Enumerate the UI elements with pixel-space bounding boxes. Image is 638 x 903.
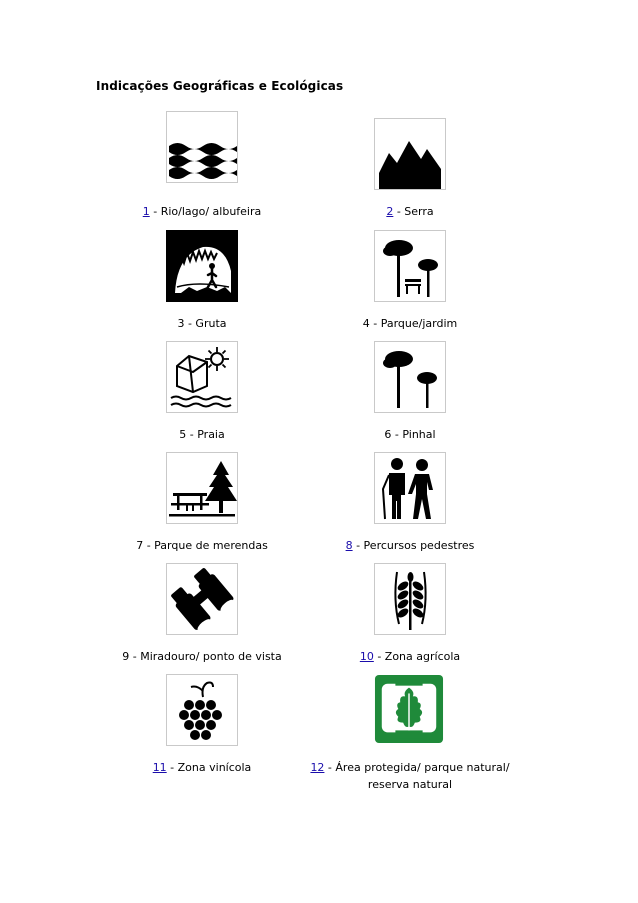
beach-tent-sun-icon [166,341,238,413]
item-2-link[interactable]: 2 [386,205,394,218]
caption-10: 10 - Zona agrícola [359,650,461,663]
pine-trees-icon [374,341,446,413]
caption-9: 9 - Miradouro/ ponto de vista [122,650,282,663]
item-12-link[interactable]: 12 [310,761,325,774]
caption-7: 7 - Parque de merendas [136,539,268,552]
caption-1: 1 - Rio/lago/ albufeira [142,205,262,218]
caption-2: 2 - Serra [386,205,434,218]
caption-6: 6 - Pinhal [384,428,436,441]
item-11-link[interactable]: 11 [152,761,167,774]
water-waves-icon [166,111,238,183]
caption-12: 12 - Área protegida/ parque natural/ reserva natural [310,761,510,791]
item-1-link[interactable]: 1 [142,205,150,218]
cave-icon [166,230,238,302]
hikers-icon [374,452,446,524]
binoculars-icon [166,563,238,635]
oak-leaf-protected-area-icon [374,674,446,746]
item-8-link[interactable]: 8 [345,539,353,552]
caption-11: 11 - Zona vinícola [152,761,252,774]
park-trees-bench-icon [374,230,446,302]
caption-3: 3 - Gruta [177,317,227,330]
caption-4: 4 - Parque/jardim [362,317,458,330]
item-10-link[interactable]: 10 [359,650,374,663]
caption-5: 5 - Praia [179,428,225,441]
grapes-icon [166,674,238,746]
wheat-icon [374,563,446,635]
picnic-table-tree-icon [166,452,238,524]
mountains-icon [374,118,446,190]
caption-8: 8 - Percursos pedestres [345,539,475,552]
page-title: Indicações Geográficas e Ecológicas [96,79,344,93]
